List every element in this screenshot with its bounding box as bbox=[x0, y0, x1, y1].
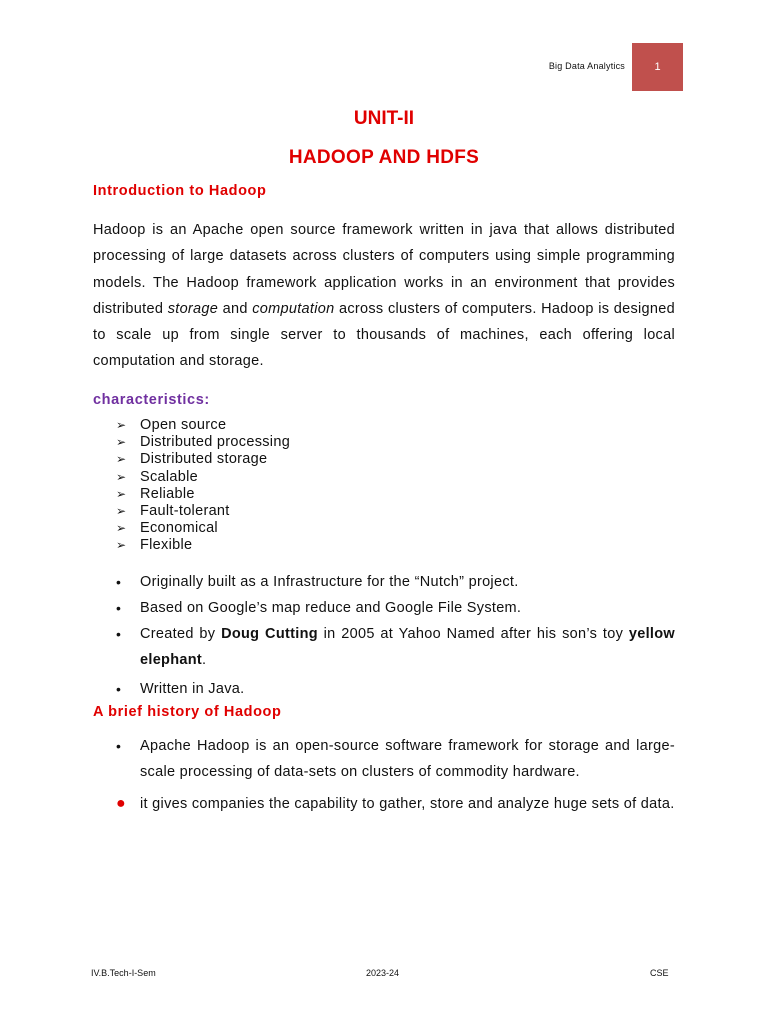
list-item bbox=[116, 434, 290, 451]
intro-text-part1: Hadoop is an Apache open source framework written in java that allows distributed processing of large datasets across clusters of computers using simple programming models. The Hadoop framework application works in an environment that provides distributed bbox=[93, 222, 675, 317]
bullet-dot-icon: • bbox=[116, 681, 122, 697]
footer-semester: IV.B.Tech-I-Sem bbox=[91, 968, 156, 978]
intro-and-word: and bbox=[218, 300, 253, 317]
header-course-title: Big Data Analytics bbox=[548, 61, 625, 71]
intro-text-part2: across clusters of computers. Hadoop is designed to scale up from single server to thousands of machines, each offering local computation and storage. bbox=[93, 300, 676, 370]
arrow-bullet-icon: ➢ bbox=[116, 504, 127, 519]
page-number-box bbox=[632, 43, 683, 91]
footer-department: CSE bbox=[650, 968, 669, 978]
fact-text-pre: Created by bbox=[140, 626, 222, 642]
history-text: it gives companies the capability to gather, store and analyze huge sets of data. bbox=[140, 796, 675, 812]
intro-storage-word: storage bbox=[167, 300, 219, 317]
list-item bbox=[116, 503, 290, 520]
list-item bbox=[116, 791, 675, 817]
history-heading: A brief history of Hadoop bbox=[93, 704, 282, 720]
intro-paragraph bbox=[93, 217, 675, 375]
facts-list bbox=[116, 573, 675, 698]
bullet-dot-icon: • bbox=[116, 574, 122, 590]
list-item bbox=[116, 520, 290, 537]
characteristics-list bbox=[116, 417, 290, 555]
yellow-elephant-bold: yellow elephant bbox=[140, 626, 675, 668]
footer-year: 2023-24 bbox=[366, 968, 400, 978]
unit-heading: UNIT-II bbox=[353, 108, 415, 129]
bullet-dot-icon: • bbox=[116, 600, 122, 616]
history-list bbox=[116, 733, 675, 817]
list-item bbox=[116, 733, 675, 785]
characteristic-label: Scalable bbox=[140, 468, 199, 485]
list-item bbox=[116, 469, 290, 486]
intro-computation-word: computation bbox=[252, 300, 335, 317]
bullet-dot-icon: • bbox=[116, 738, 122, 754]
arrow-bullet-icon: ➢ bbox=[116, 435, 127, 450]
arrow-bullet-icon: ➢ bbox=[116, 521, 127, 536]
arrow-bullet-icon: ➢ bbox=[116, 452, 127, 467]
characteristic-label: Flexible bbox=[140, 537, 193, 554]
arrow-bullet-icon: ➢ bbox=[116, 418, 127, 432]
characteristic-label: Fault-tolerant bbox=[140, 503, 230, 520]
characteristic-label: Reliable bbox=[140, 485, 195, 502]
list-item bbox=[116, 599, 675, 617]
arrow-bullet-icon: ➢ bbox=[116, 469, 127, 484]
characteristic-label: Economical bbox=[140, 520, 218, 537]
history-text: Apache Hadoop is an open-source software framework for storage and large-scale processing of data-sets on clusters of commodity hardware. bbox=[140, 738, 675, 780]
red-bullet-dot-icon: ● bbox=[116, 795, 126, 812]
fact-text-mid: in 2005 at Yahoo Named after his son’s toy bbox=[317, 626, 629, 642]
bullet-dot-icon: • bbox=[116, 626, 122, 642]
arrow-bullet-icon: ➢ bbox=[116, 538, 127, 553]
characteristic-label: Open source bbox=[140, 417, 227, 433]
main-heading: HADOOP AND HDFS bbox=[288, 147, 480, 168]
fact-text: Written in Java. bbox=[140, 681, 245, 697]
arrow-bullet-icon: ➢ bbox=[116, 486, 127, 501]
list-item bbox=[116, 680, 675, 698]
doug-cutting-bold: Doug Cutting bbox=[221, 626, 318, 642]
list-item bbox=[116, 573, 675, 591]
fact-text: Based on Google’s map reduce and Google File System. bbox=[140, 600, 522, 616]
intro-heading: Introduction to Hadoop bbox=[93, 183, 267, 199]
fact-text bbox=[140, 621, 675, 673]
fact-text: Originally built as a Infrastructure for the “Nutch” project. bbox=[140, 574, 519, 590]
characteristic-label: Distributed storage bbox=[140, 451, 268, 468]
list-item bbox=[116, 451, 290, 468]
page-number: 1 bbox=[654, 61, 661, 73]
list-item bbox=[116, 417, 290, 434]
characteristics-heading: characteristics: bbox=[93, 392, 210, 408]
list-item bbox=[116, 537, 290, 554]
fact-text-end: . bbox=[202, 652, 207, 668]
characteristic-label: Distributed processing bbox=[140, 434, 291, 451]
list-item bbox=[116, 621, 675, 673]
list-item bbox=[116, 486, 290, 503]
